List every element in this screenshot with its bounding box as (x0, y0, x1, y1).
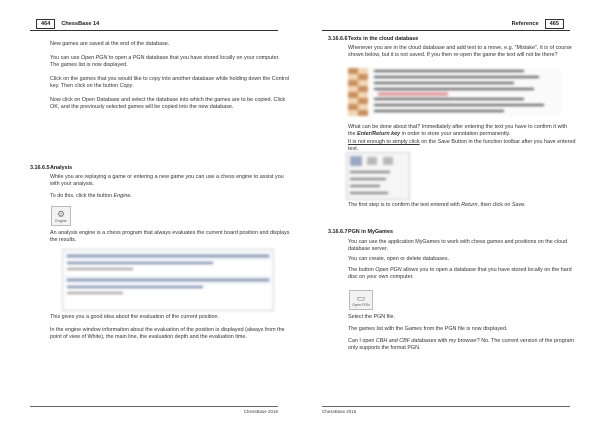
right-section-1-number: 3.16.6.6 (328, 36, 348, 42)
right-page-header (322, 17, 570, 31)
folder-icon: ▭ (356, 292, 366, 303)
engine-window-screenshot (62, 249, 274, 311)
left-para-3: Click on the games that you would like to copy into another database while holding down the Control key. Then click on the button Copy. (50, 76, 290, 89)
engine-button-label: Engine (55, 218, 67, 223)
function-toolbar-screenshot (346, 152, 410, 200)
left-para-9: In the engine window information about the evaluation of the position is displayed (always from the point of view of White), the main line, the evaluation depth and the evaluation time. (50, 327, 285, 340)
left-para-6: To do this, click the button Engine. (50, 193, 132, 199)
open-pgn-button-label: Open PGN (352, 302, 370, 307)
chess-board-notation-screenshot (348, 68, 562, 116)
left-header-title: ChessBase 14 (61, 20, 100, 27)
left-para-5: While you are replaying a game or entering a new game you can use a chess engine to assist you with your analysis. (50, 174, 284, 187)
right-footer: ChessBase 2016 (322, 406, 570, 414)
right-header-title: Reference (511, 20, 539, 27)
left-page-number: 464 (36, 19, 55, 29)
left-para-2: You can use Open PGN to open a PGN database that you have stored locally on your computer. The games list is now displayed. (50, 55, 280, 68)
left-footer: ChessBase 2016 (30, 406, 278, 414)
right-para-2: What can be done about that? Immediately after entering the text you have to confirm it with the Enter/Return key in order to store your annotation permanently. (348, 124, 568, 137)
left-section-title: Analysis (50, 165, 73, 171)
right-section-2-number: 3.16.6.7 (328, 229, 348, 235)
right-para-3: It is not enough to simply click on the Save Button in the function toolbar after you have entered text. (348, 139, 576, 152)
engine-button[interactable] (51, 206, 71, 226)
left-section-number: 3.16.6.5 (30, 165, 50, 171)
right-para-6: You can create, open or delete databases. (348, 256, 450, 262)
left-para-4: Now click on Open Database and select the database into which the games are to be copied. Click OK, and the previously selected games will be copied into the new database. (50, 97, 286, 110)
open-pgn-button[interactable] (349, 290, 373, 310)
right-page (300, 0, 600, 424)
right-section-2-title: PGN in MyGames (348, 229, 393, 235)
left-para-1: New games are saved at the end of the database. (50, 41, 170, 47)
right-para-5: You can use the application MyGames to work with chess games and positions on the cloud database server. (348, 239, 568, 252)
right-page-number: 465 (545, 19, 564, 29)
right-section-1-title: Texts in the cloud database (348, 36, 419, 42)
right-para-7: The button Open PGN allows you to open a database that you have stored locally on the hard disc on your own computer. (348, 267, 572, 280)
right-para-4: The first step is to confirm the text entered with Return, then click on Save. (348, 202, 526, 208)
right-para-9: The games list with the Games from the PGN file is now displayed. (348, 326, 508, 332)
left-page-header (30, 17, 278, 31)
engine-icon: ⚙ (56, 208, 66, 219)
right-para-10: Can I open CBH and CBF databases with my browser? No. The current version of the program only supports the format PGN. (348, 338, 575, 351)
left-para-7: An analysis engine is a chess program that always evaluates the current board position and displays the results. (50, 230, 290, 243)
left-para-8: This gives you a good idea about the evaluation of the current position. (50, 314, 220, 320)
right-para-8: Select the PGN file. (348, 314, 396, 320)
right-para-1: Whenever you are in the cloud database and add text to a move, e.g. "Mistake", it is of course shown below, but it is not saved. If you then re-open the game the text will not be there? (348, 45, 572, 58)
board-squares (348, 68, 368, 116)
